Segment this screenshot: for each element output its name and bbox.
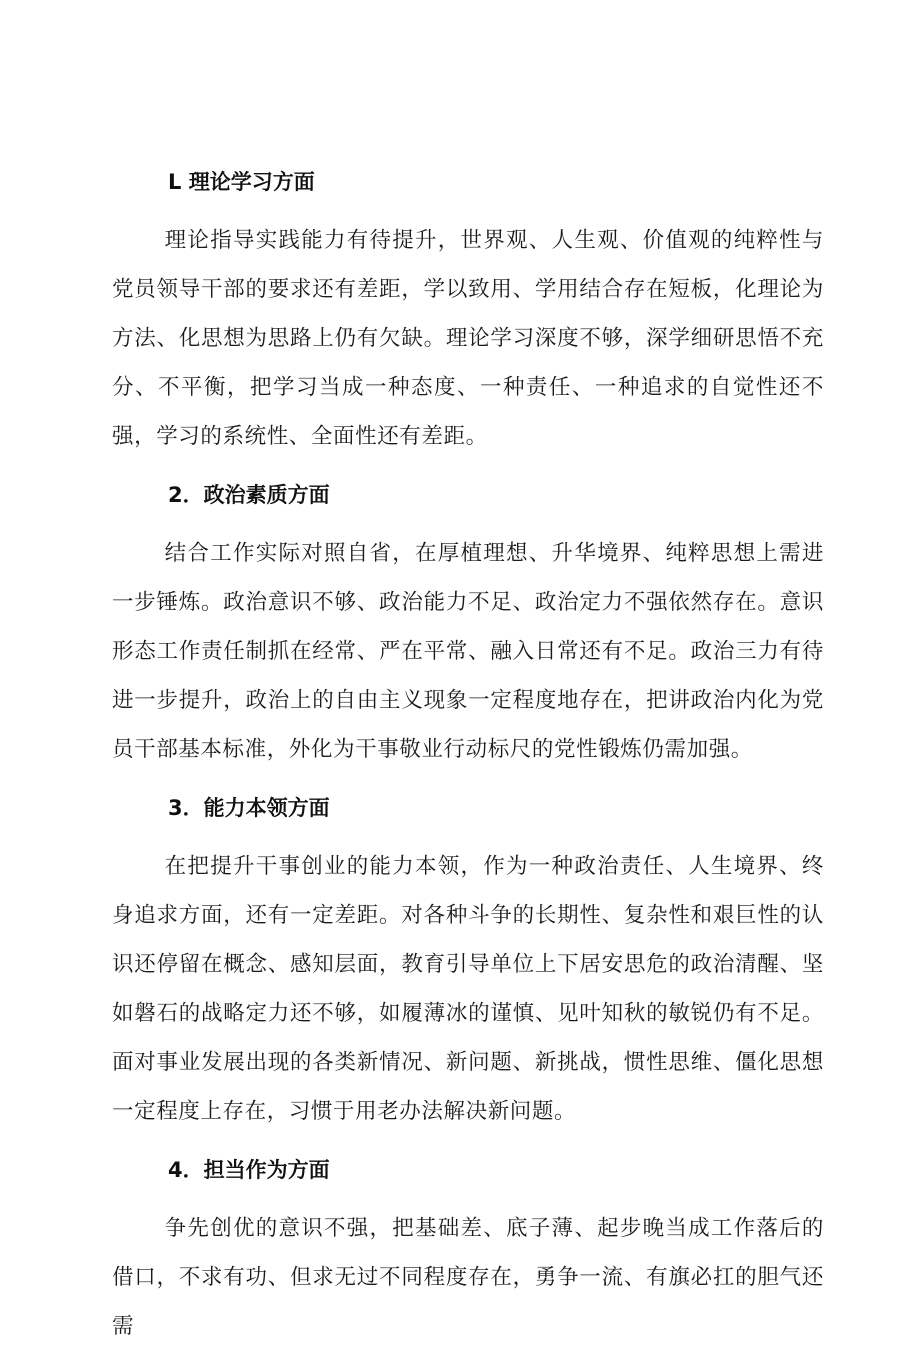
section-heading-ability: 3．能力本领方面 <box>168 796 330 820</box>
section-body-theory: 理论指导实践能力有待提升，世界观、人生观、价值观的纯粹性与党员领导干部的要求还有差距，学以致用、学用结合存在短板，化理论为方法、化思想为思路上仍有欠缺。理论学习深度不够，深学细研思悟不充分、不平衡，把学习当成一种态度、一种责任、一种追求的自觉性还不强，学习的系统性、全面性还有差距。 <box>112 228 824 449</box>
section-heading-theory: L 理论学习方面 <box>168 170 315 194</box>
section-body-responsibility: 争先创优的意识不强，把基础差、底子薄、起步晚当成工作落后的借口，不求有功、但求无过不同程度存在，勇争一流、有旗必扛的胆气还需 <box>112 1216 824 1339</box>
document-page <box>112 160 824 1363</box>
section-heading-responsibility: 4．担当作为方面 <box>168 1158 330 1182</box>
section-body-ability: 在把提升干事创业的能力本领，作为一种政治责任、人生境界、终身追求方面，还有一定差距。对各种斗争的长期性、复杂性和艰巨性的认识还停留在概念、感知层面，教育引导单位上下居安思危的政治清醒、坚如磐石的战略定力还不够，如履薄冰的谨慎、见叶知秋的敏锐仍有不足。面对事业发展出现的各类新情况、新问题、新挑战，惯性思维、僵化思想一定程度上存在，习惯于用老办法解决新问题。 <box>112 854 824 1124</box>
section-heading-politics: 2．政治素质方面 <box>168 483 330 507</box>
section-body-politics: 结合工作实际对照自省，在厚植理想、升华境界、纯粹思想上需进一步锤炼。政治意识不够、政治能力不足、政治定力不强依然存在。意识形态工作责任制抓在经常、严在平常、融入日常还有不足。政治三力有待进一步提升，政治上的自由主义现象一定程度地存在，把讲政治内化为党员干部基本标准，外化为干事敬业行动标尺的党性锻炼仍需加强。 <box>112 541 824 762</box>
